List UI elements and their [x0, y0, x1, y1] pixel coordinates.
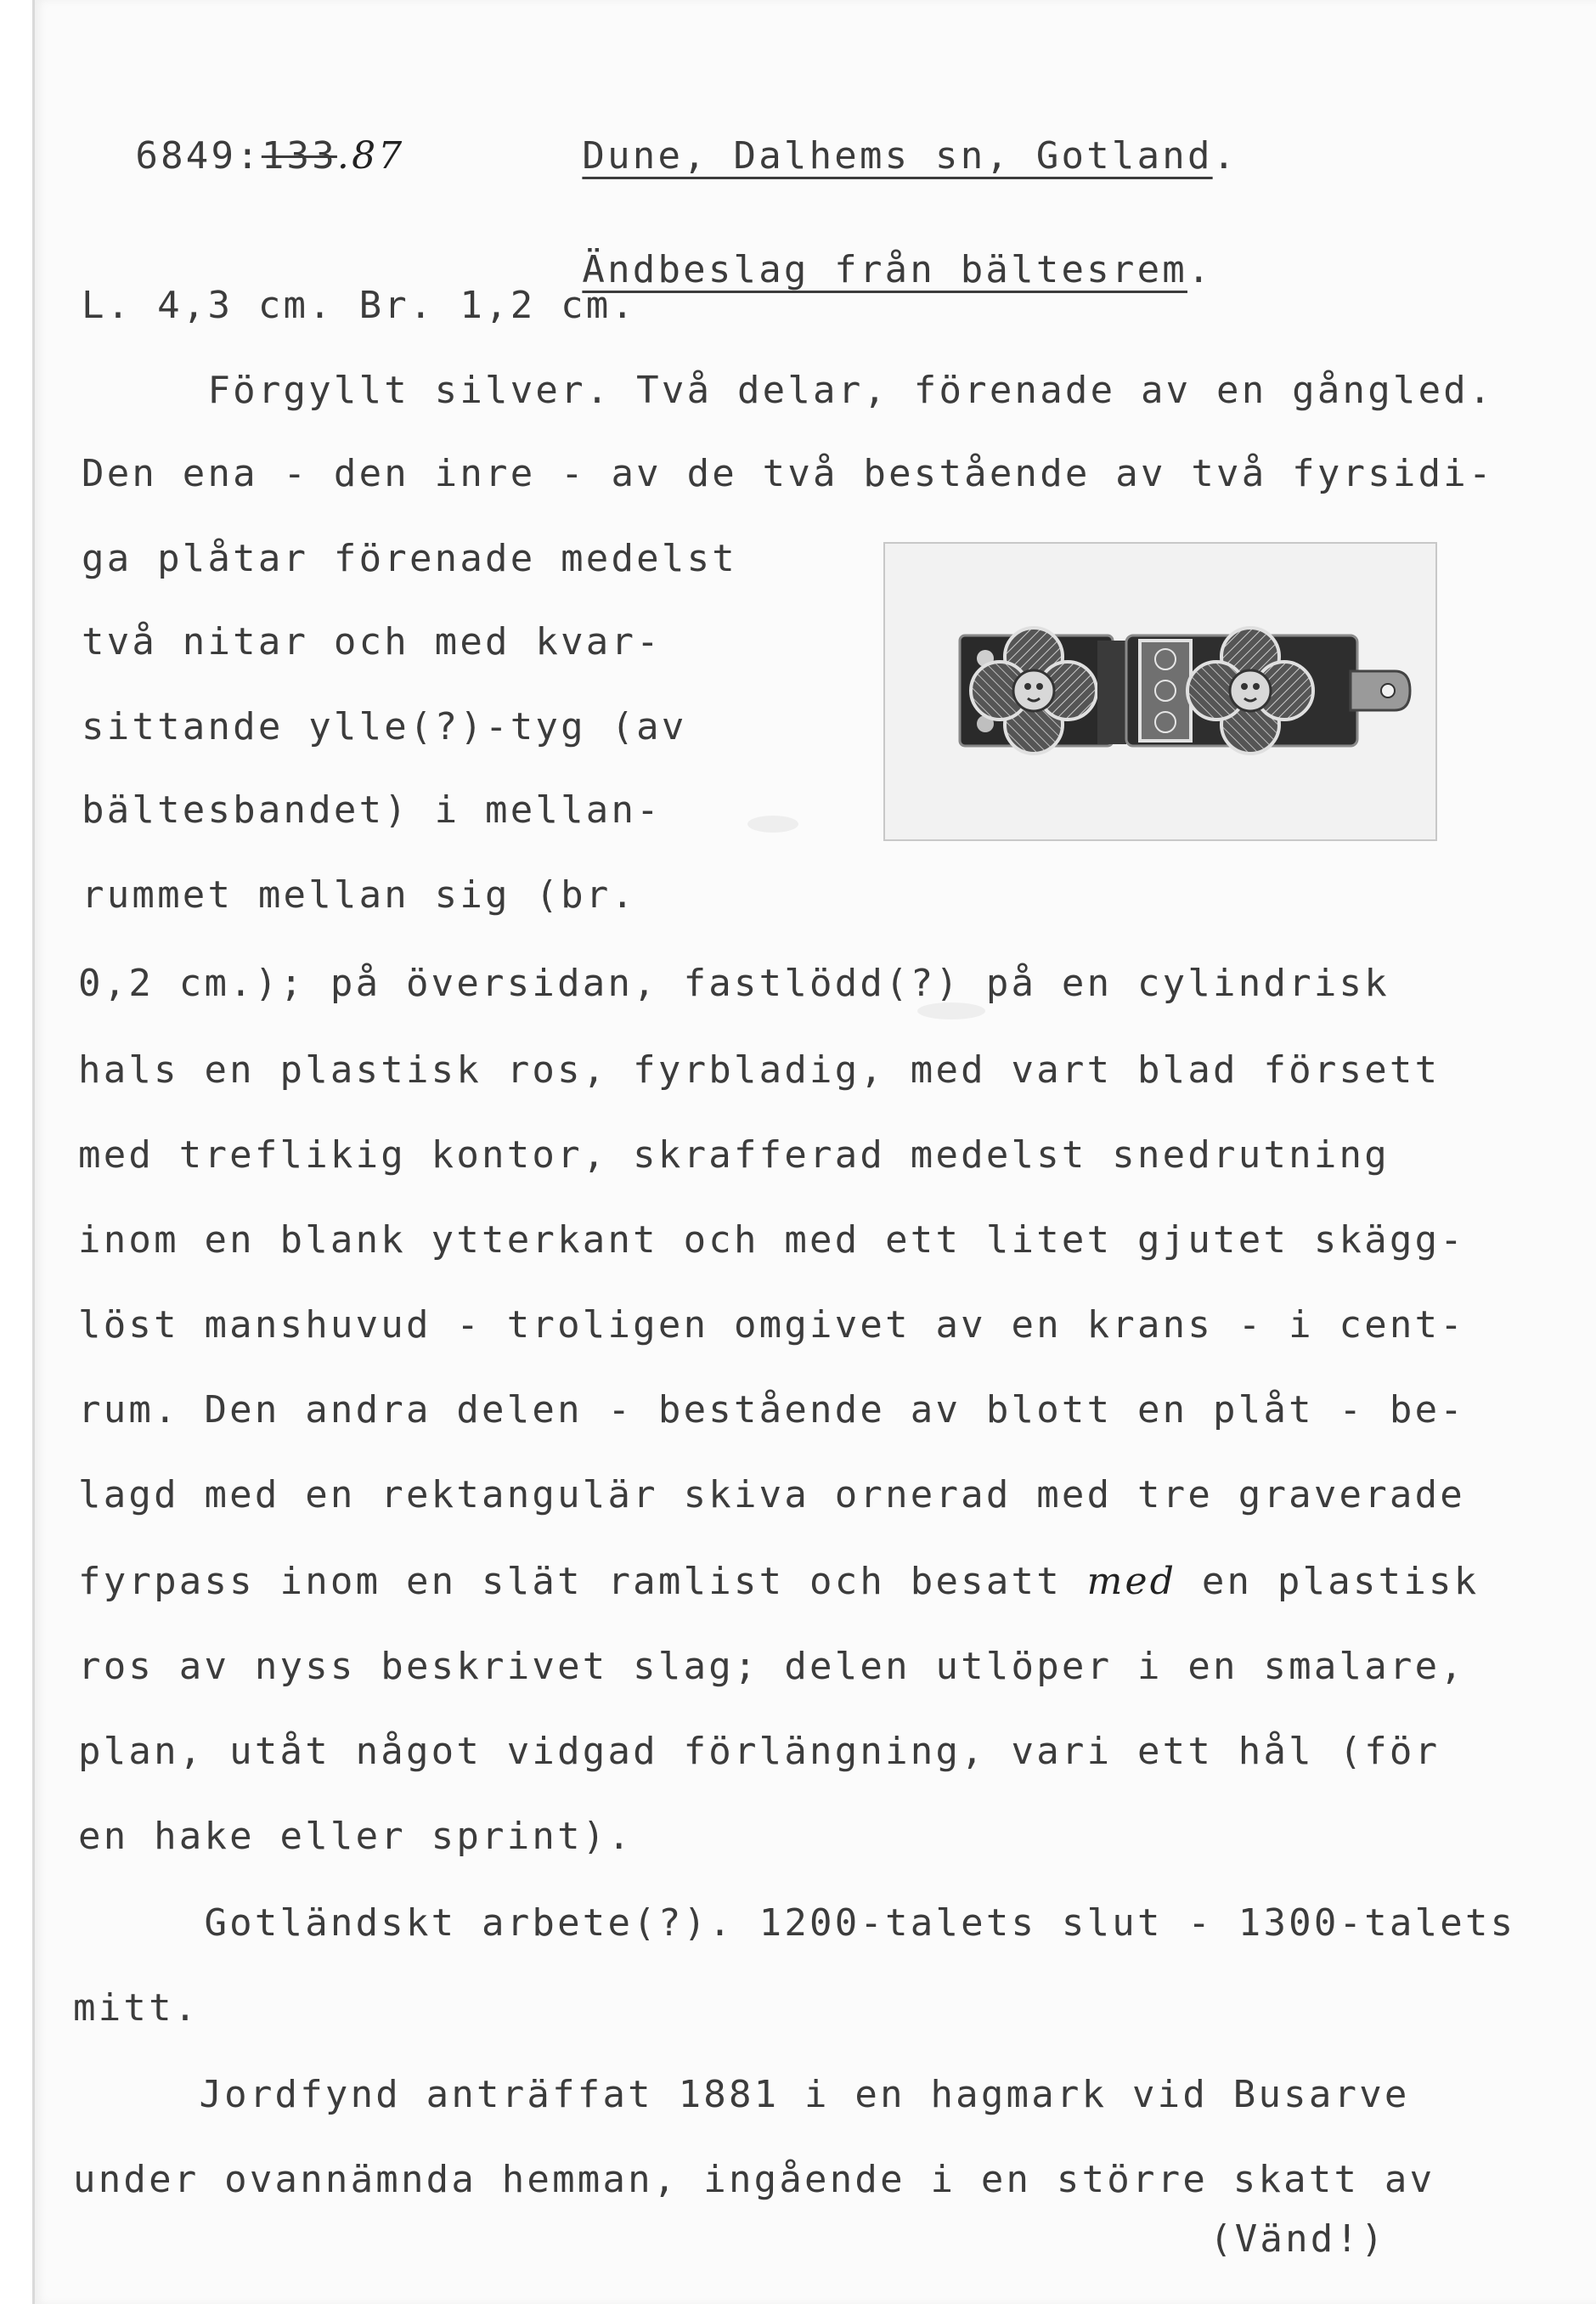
body-line: hals en plastisk ros, fyrbladig, med vart blad försett: [78, 1048, 1441, 1092]
body-line: mitt.: [73, 1986, 200, 2030]
card-smudge: [747, 816, 798, 833]
engraved-panel: [1140, 641, 1191, 741]
object-title-period: .: [1187, 248, 1213, 291]
body-line-head: fyrpass inom en slät ramlist och besatt: [78, 1560, 1087, 1603]
struck-catalog-number: 133: [261, 134, 337, 178]
body-line: ga plåtar förenade medelst: [82, 537, 737, 580]
card-smudge: [917, 1002, 985, 1019]
body-line: [78, 1558, 1479, 1606]
catalog-number-line: [85, 85, 405, 180]
object-title-line: [532, 199, 1213, 294]
body-line: inom en blank ytterkant och med ett litet gjutet skägg-: [78, 1218, 1465, 1262]
dimensions: L. 4,3 cm. Br. 1,2 cm.: [82, 284, 637, 327]
body-line: Jordfynd anträffat 1881 i en hagmark vid Busarve: [73, 2073, 1410, 2116]
body-line: lagd med en rektangulär skiva ornerad med tre graverade: [78, 1473, 1465, 1516]
body-line: plan, utåt något vidgad förlängning, vari ett hål (för: [78, 1730, 1441, 1773]
body-line: rummet mellan sig (br.: [82, 873, 637, 917]
sprint-hole: [1381, 684, 1395, 697]
handwritten-suffix: .87: [336, 134, 405, 178]
body-line: Gotländskt arbete(?). 1200-talets slut - 1300-talets: [78, 1901, 1516, 1945]
location-period: .: [1212, 134, 1238, 178]
body-line: två nitar och med kvar-: [82, 620, 662, 664]
footer-note: (Vänd!): [1210, 2217, 1386, 2261]
body-line: löst manshuvud - troligen omgivet av en krans - i cent-: [78, 1303, 1465, 1347]
body-line: rum. Den andra delen - bestående av blott en plåt - be-: [78, 1388, 1465, 1432]
location-line: [532, 85, 1238, 180]
body-line: en hake eller sprint).: [78, 1815, 634, 1858]
body-line-tail: en plastisk: [1176, 1560, 1480, 1603]
body-line: ros av nyss beskrivet slag; delen utlöper i en smalare,: [78, 1645, 1465, 1688]
body-line: under ovannämnda hemman, ingående i en större skatt av: [73, 2158, 1435, 2201]
catalog-number: 6849:: [135, 134, 262, 178]
handwritten-med: med: [1086, 1560, 1177, 1603]
location: Dune, Dalhems sn, Gotland: [582, 134, 1213, 178]
body-line: 0,2 cm.); på översidan, fastlödd(?) på en cylindrisk: [78, 962, 1390, 1005]
object-photograph: [883, 542, 1437, 841]
body-line: Den ena - den inre - av de två bestående av två fyrsidi-: [82, 452, 1494, 495]
wool-gap: [1097, 641, 1126, 744]
belt-fitting-image: [885, 544, 1435, 839]
body-line: sittande ylle(?)-tyg (av: [82, 705, 687, 748]
body-line: Förgyllt silver. Två delar, förenade av en gångled.: [82, 369, 1494, 412]
body-line: bältesbandet) i mellan-: [82, 788, 662, 832]
body-line: med treflikig kontor, skrafferad medelst snedrutning: [78, 1133, 1390, 1177]
object-title: Ändbeslag från bältesrem: [582, 248, 1187, 291]
